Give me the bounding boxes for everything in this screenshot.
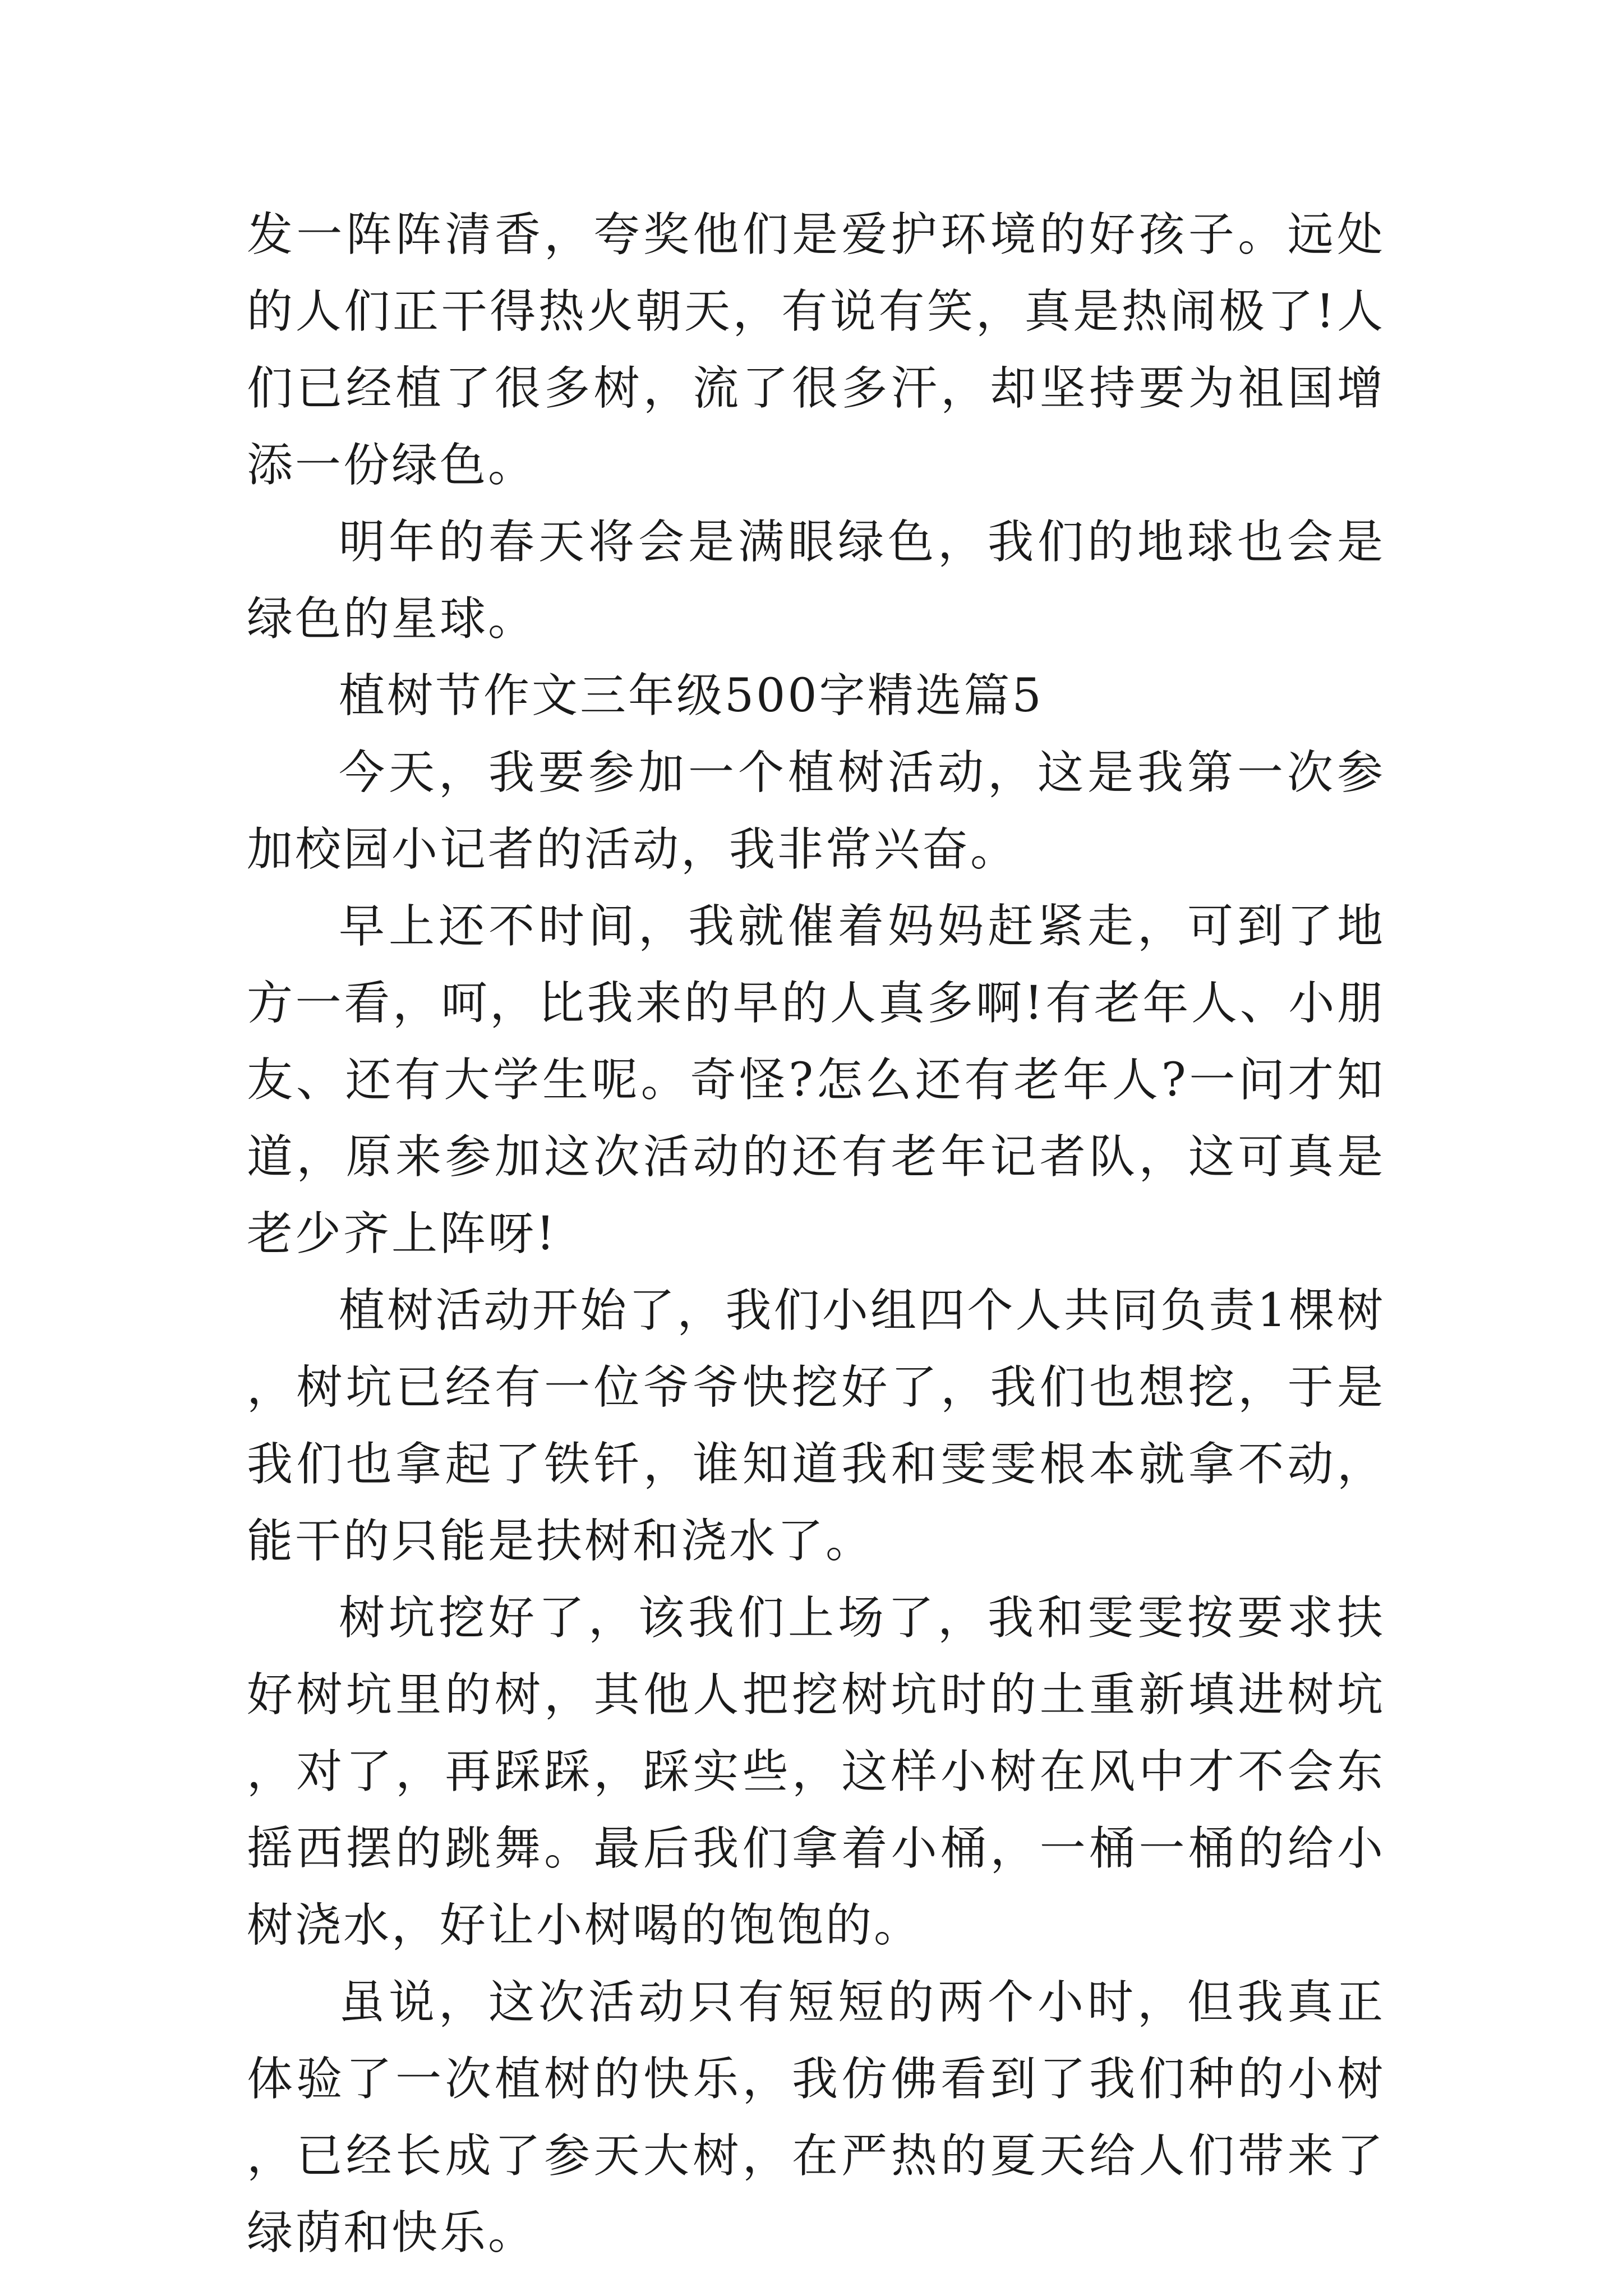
paragraph-morning: 早上还不时间，我就催着妈妈赶紧走，可到了地方一看，呵，比我来的早的人真多啊!有老年人、小朋友、还有大学生呢。奇怪?怎么还有老年人?一问才知道，原来参加这次活动的还有老年记者队，这可真是老少齐上阵呀! bbox=[247, 900, 1385, 1260]
paragraph-planting: 树坑挖好了，该我们上场了，我和雯雯按要求扶好树坑里的树，其他人把挖树坑时的土重新填进树坑，对了，再踩踩，踩实些，这样小树在风中才不会东摇西摆的跳舞。最后我们拿着小桶，一桶一桶的给小树浇水，好让小树喝的饱饱的。 bbox=[247, 1591, 1385, 1952]
paragraph-spring: 明年的春天将会是满眼绿色，我们的地球也会是绿色的星球。 bbox=[247, 516, 1385, 646]
paragraph-intro: 今天，我要参加一个植树活动，这是我第一次参加校园小记者的活动，我非常兴奋。 bbox=[247, 746, 1385, 876]
paragraph-continued: 发一阵阵清香，夸奖他们是爱护环境的好孩子。远处的人们正干得热火朝天，有说有笑，真是热闹极了!人们已经植了很多树，流了很多汗，却坚持要为祖国增添一份绿色。 bbox=[247, 208, 1385, 492]
section-heading: 植树节作文三年级500字精选篇5 bbox=[339, 669, 1044, 723]
paragraph-conclusion: 虽说，这次活动只有短短的两个小时，但我真正体验了一次植树的快乐，我仿佛看到了我们种的小树，已经长成了参天大树，在严热的夏天给人们带来了绿荫和快乐。 bbox=[247, 1976, 1385, 2260]
paragraph-activity-start: 植树活动开始了，我们小组四个人共同负责1棵树，树坑已经有一位爷爷快挖好了，我们也想挖，于是我们也拿起了铁钎，谁知道我和雯雯根本就拿不动，能干的只能是扶树和浇水了。 bbox=[247, 1284, 1385, 1568]
document-body bbox=[247, 196, 1385, 2271]
